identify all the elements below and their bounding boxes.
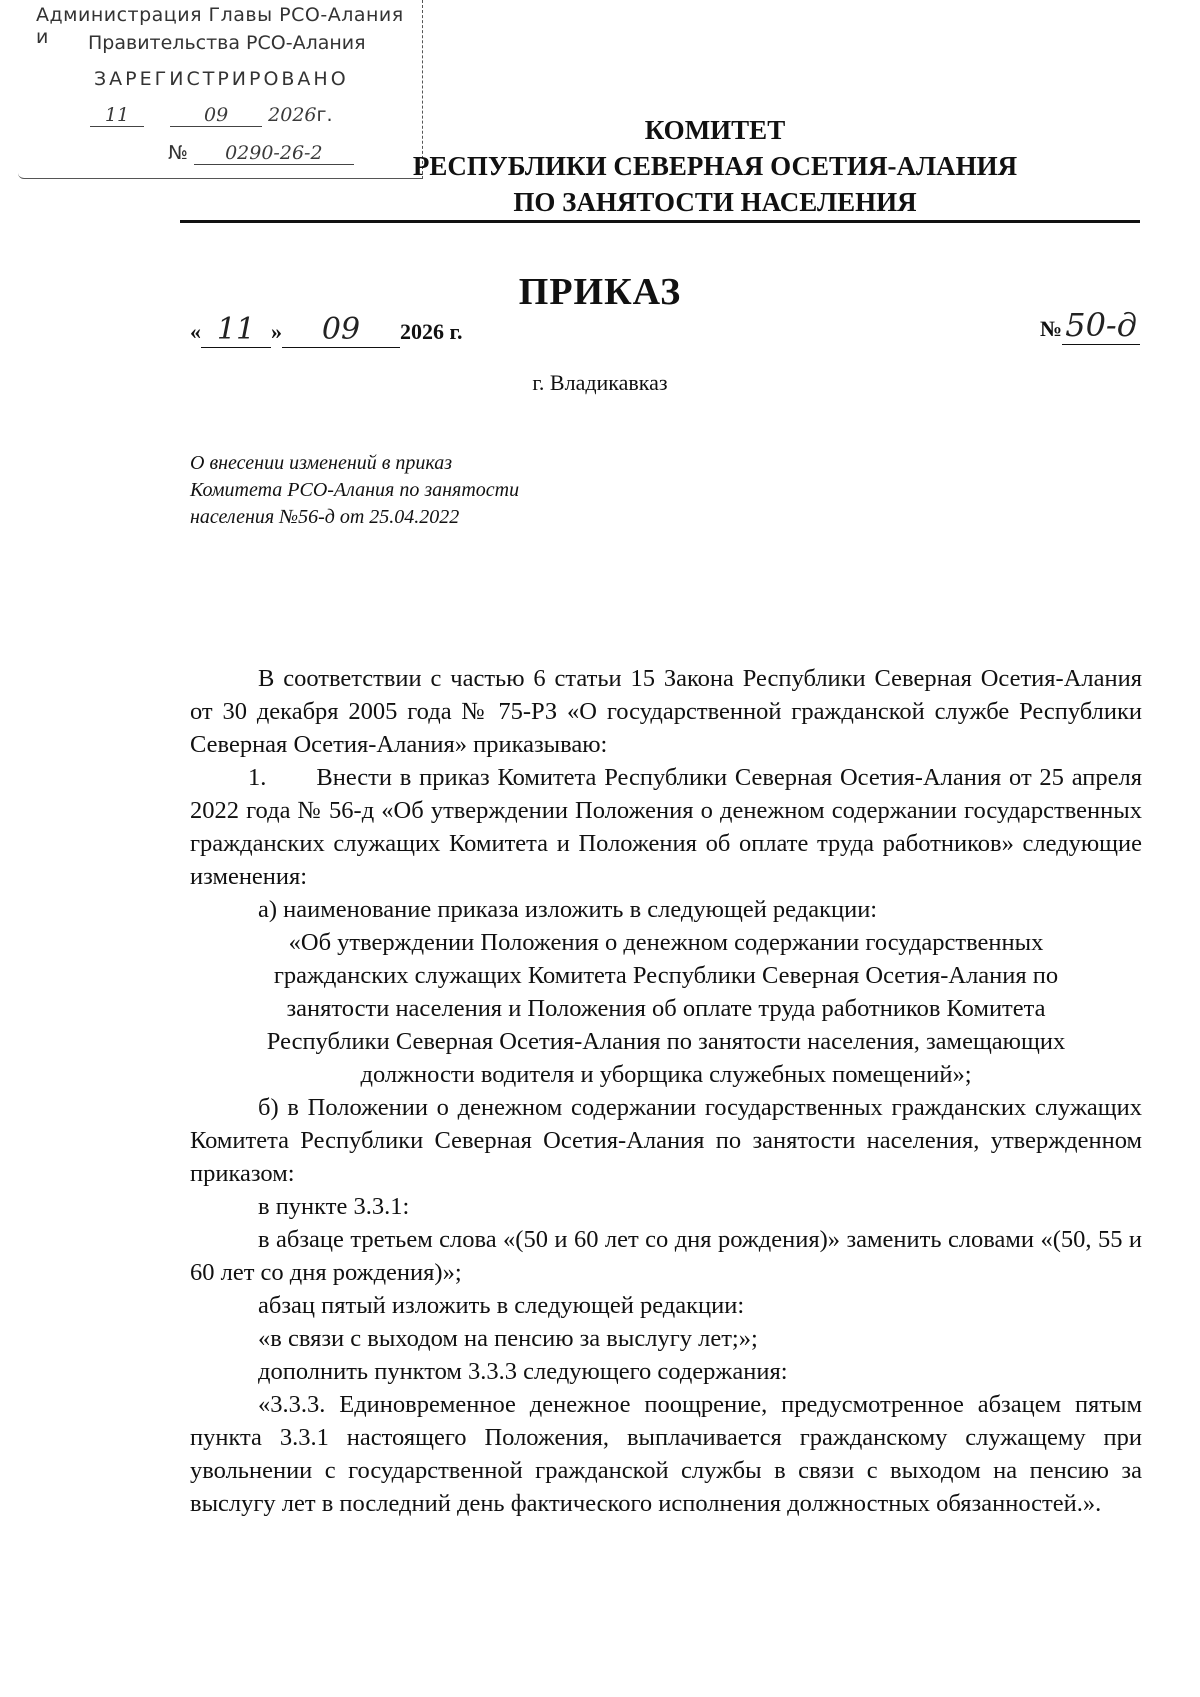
stamp-line-2: Правительства РСО-Алания (88, 32, 366, 54)
item-1-paragraph (190, 761, 1142, 893)
quoted-title-line-2: гражданских служащих Комитета Республики Северная Осетия-Алания по (273, 962, 1059, 989)
item-1-text: Внести в приказ Комитета Республики Северная Осетия-Алания от 25 апреля 2022 года № 56-д «Об утверждении Положения о денежном содержании государственных гражданских служащих Комитета и Положения об оплате труда работников» следующие изменения: (190, 764, 1142, 890)
paragraph-five-intro: абзац пятый изложить в следующей редакции: (258, 1292, 745, 1319)
subject-line-1: О внесении изменений в приказ (190, 452, 453, 474)
stamp-day: 11 (90, 104, 144, 127)
preamble-paragraph: В соответствии с частью 6 статьи 15 Закона Республики Северная Осетия-Алания от 30 декабря 2005 года № 75-РЗ «О государственной гражданской службе Республики Северная Осетия-Алания» приказываю: (190, 665, 1142, 758)
document-type-title: ПРИКАЗ (518, 271, 682, 313)
order-date (190, 312, 463, 348)
stamp-number: 0290-26-2 (194, 142, 354, 165)
quote-open: « (190, 319, 201, 344)
clause-3-3-3-text: «3.3.3. Единовременное денежное поощрение, предусмотренное абзацем пятым пункта 3.3.1 настоящего Положения, выплачивается гражданскому служащему при увольнении с государственной гражданской службы в связи с выходом на пенсию за выслугу лет в последний день фактического исполнения должностных обязанностей.». (190, 1391, 1142, 1517)
org-name-line-3: ПО ЗАНЯТОСТИ НАСЕЛЕНИЯ (513, 187, 917, 217)
order-number-label: № (1040, 316, 1063, 341)
quoted-title-line-3: занятости населения и Положения об оплате труда работников Комитета (286, 995, 1046, 1022)
order-number-value: 50-д (1062, 306, 1140, 345)
stamp-year-suffix: г. (316, 104, 333, 126)
paragraph-five-text: «в связи с выходом на пенсию за выслугу лет;»; (258, 1325, 758, 1352)
quote-close: » (271, 319, 282, 344)
order-day: 11 (201, 312, 271, 348)
stamp-line-1: Администрация Главы РСО-Алания и (36, 4, 404, 48)
stamp-date (90, 104, 333, 127)
order-subject (190, 450, 610, 531)
quoted-title-line-5: должности водителя и уборщика служебных помещений»; (360, 1061, 972, 1088)
org-name-line-2: РЕСПУБЛИКИ СЕВЕРНАЯ ОСЕТИЯ-АЛАНИЯ (412, 151, 1018, 181)
subitem-b: б) в Положении о денежном содержании государственных гражданских служащих Комитета Республики Северная Осетия-Алания по занятости населения, утвержденном приказом: (190, 1094, 1142, 1187)
paragraph-three-change: в абзаце третьем слова «(50 и 60 лет со дня рождения)» заменить словами «(50, 55 и 60 лет со дня рождения)»; (190, 1226, 1142, 1286)
header-divider (180, 220, 1140, 223)
item-1-number: 1. (248, 764, 267, 791)
subject-line-2: Комитета РСО-Алания по занятости (190, 479, 520, 501)
stamp-year: 2026 (268, 104, 317, 126)
subject-line-3: населения №56-д от 25.04.2022 (190, 506, 460, 528)
stamp-registered: ЗАРЕГИСТРИРОВАНО (94, 68, 349, 90)
org-name-line-1: КОМИТЕТ (644, 115, 786, 145)
order-number (1040, 306, 1140, 345)
clause-3-3-1-intro: в пункте 3.3.1: (258, 1193, 410, 1220)
stamp-number-label: № (168, 142, 188, 164)
order-month: 09 (282, 312, 400, 348)
order-year: 2026 г. (400, 319, 463, 344)
subitem-a: а) наименование приказа изложить в следующей редакции: (258, 896, 878, 923)
stamp-month: 09 (170, 104, 262, 127)
stamp-number-row (168, 142, 354, 165)
quoted-title-line-4: Республики Северная Осетия-Алания по занятости населения, замещающих (266, 1028, 1066, 1055)
order-body (190, 662, 1142, 1520)
quoted-title-line-1: «Об утверждении Положения о денежном содержании государственных (288, 929, 1044, 956)
clause-3-3-3-intro: дополнить пунктом 3.3.3 следующего содержания: (258, 1358, 788, 1385)
city: г. Владикавказ (532, 370, 668, 395)
